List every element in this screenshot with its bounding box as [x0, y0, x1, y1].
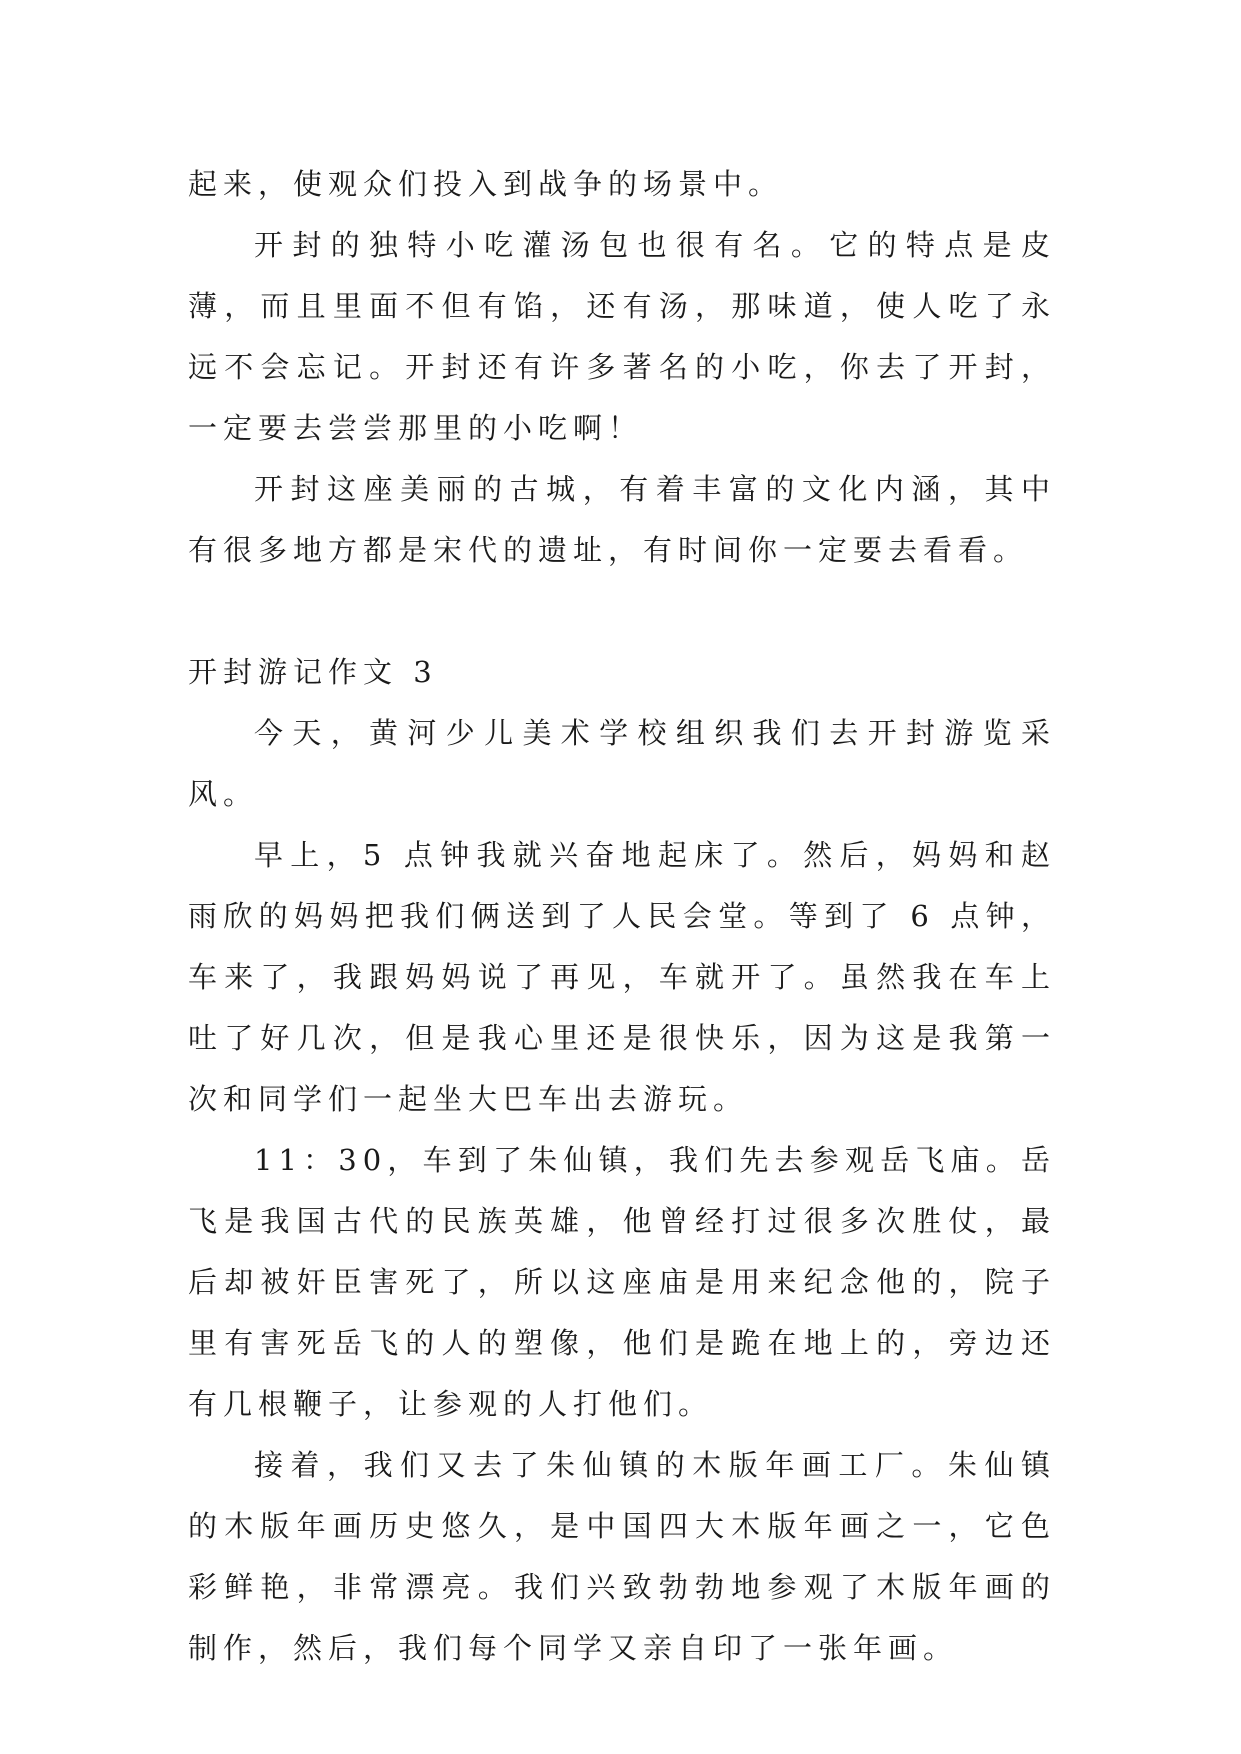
paragraph-today: 今天，黄河少儿美术学校组织我们去开封游览采风。	[188, 716, 1056, 811]
paragraph-continuation: 起来，使观众们投入到战争的场景中。	[188, 167, 784, 201]
section-title: 开封游记作文 3	[188, 655, 438, 689]
paragraph-morning: 早上，5 点钟我就兴奋地起床了。然后，妈妈和赵雨欣的妈妈把我们俩送到了人民会堂。等到了 6 点钟，车来了，我跟妈妈说了再见，车就开了。虽然我在车上吐了好几次，但是我心里还是很快乐，因为这是我第一次和同学们一起坐大巴车出去游玩。	[188, 838, 1056, 1116]
document-body	[188, 154, 1056, 1679]
paragraph-soup-dumplings: 开封的独特小吃灌汤包也很有名。它的特点是皮薄，而且里面不但有馅，还有汤，那味道，使人吃了永远不会忘记。开封还有许多著名的小吃，你去了开封，一定要去尝尝那里的小吃啊！	[188, 228, 1056, 445]
paragraph-woodblock-factory: 接着，我们又去了朱仙镇的木版年画工厂。朱仙镇的木版年画历史悠久，是中国四大木版年画之一，它色彩鲜艳，非常漂亮。我们兴致勃勃地参观了木版年画的制作，然后，我们每个同学又亲自印了一张年画。	[188, 1448, 1056, 1665]
paragraph-yuefei-temple: 11：30，车到了朱仙镇，我们先去参观岳飞庙。岳飞是我国古代的民族英雄，他曾经打过很多次胜仗，最后却被奸臣害死了，所以这座庙是用来纪念他的，院子里有害死岳飞的人的塑像，他们是跪在地上的，旁边还有几根鞭子，让参观的人打他们。	[188, 1143, 1056, 1421]
paragraph-ancient-city: 开封这座美丽的古城，有着丰富的文化内涵，其中有很多地方都是宋代的遗址，有时间你一定要去看看。	[188, 472, 1056, 567]
